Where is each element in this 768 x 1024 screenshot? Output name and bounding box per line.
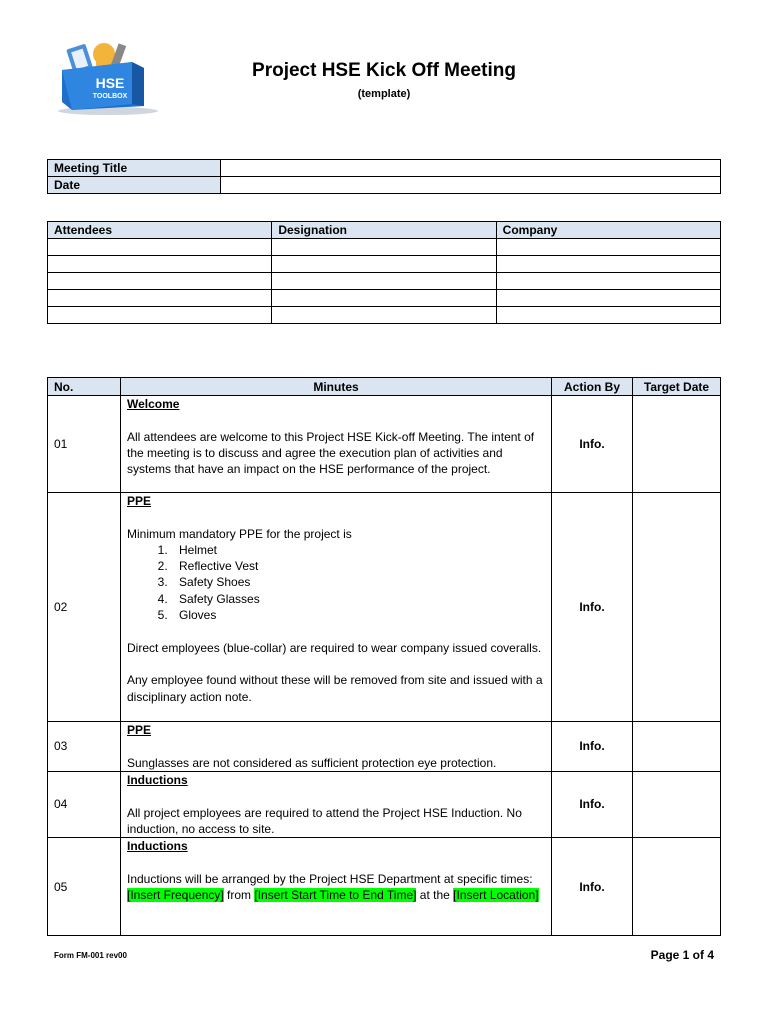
item-heading: PPE <box>127 723 152 737</box>
table-header-row <box>48 222 721 239</box>
item-action-by: Info. <box>552 838 633 936</box>
item-action-by: Info. <box>552 772 633 838</box>
designation-cell[interactable] <box>272 307 496 324</box>
attendees-table <box>47 221 721 324</box>
placeholder-frequency[interactable]: [Insert Frequency] <box>127 888 224 903</box>
page-subtitle: (template) <box>357 88 411 100</box>
company-cell[interactable] <box>496 239 720 256</box>
col-no: No. <box>48 378 121 396</box>
item-number: 03 <box>48 722 121 772</box>
list-item: 3. Safety Shoes <box>171 574 545 590</box>
table-row <box>48 160 721 177</box>
item-number: 04 <box>48 772 121 838</box>
item-target-date[interactable] <box>633 722 721 772</box>
form-code: Form FM-001 rev00 <box>54 951 127 960</box>
item-minutes <box>121 493 552 722</box>
designation-cell[interactable] <box>272 239 496 256</box>
attendee-cell[interactable] <box>48 273 272 290</box>
company-cell[interactable] <box>496 256 720 273</box>
connector-text: at the <box>416 888 454 903</box>
col-target-date: Target Date <box>633 378 721 396</box>
col-minutes: Minutes <box>121 378 552 396</box>
item-action-by: Info. <box>552 493 633 722</box>
item-number: 02 <box>48 493 121 722</box>
table-row <box>48 493 721 722</box>
meeting-info-table <box>47 159 721 194</box>
company-cell[interactable] <box>496 273 720 290</box>
item-minutes <box>121 772 552 838</box>
placeholder-location[interactable]: [Insert Location] <box>453 888 539 903</box>
item-target-date[interactable] <box>633 493 721 722</box>
list-item: 2. Reflective Vest <box>171 558 545 574</box>
item-minutes <box>121 396 552 493</box>
ppe-list <box>127 542 545 623</box>
item-number: 01 <box>48 396 121 493</box>
item-text: Inductions will be arranged by the Project HSE Department at specific times: <box>127 871 533 886</box>
item-action-by: Info. <box>552 722 633 772</box>
item-target-date[interactable] <box>633 396 721 493</box>
placeholder-line <box>127 887 545 903</box>
table-row <box>48 239 721 256</box>
col-designation: Designation <box>272 222 496 239</box>
attendee-cell[interactable] <box>48 239 272 256</box>
list-item: 4. Safety Glasses <box>171 591 545 607</box>
designation-cell[interactable] <box>272 256 496 273</box>
col-action-by: Action By <box>552 378 633 396</box>
company-cell[interactable] <box>496 307 720 324</box>
minutes-table <box>47 377 721 936</box>
item-minutes <box>121 838 552 936</box>
table-row <box>48 307 721 324</box>
list-item: 1. Helmet <box>171 542 545 558</box>
item-heading: Inductions <box>127 773 188 787</box>
date-field[interactable] <box>221 177 721 194</box>
col-company: Company <box>496 222 720 239</box>
designation-cell[interactable] <box>272 273 496 290</box>
page-number: Page 1 of 4 <box>650 948 714 962</box>
table-row <box>48 396 721 493</box>
col-attendees: Attendees <box>48 222 272 239</box>
connector-text: from <box>223 888 255 903</box>
date-label: Date <box>48 177 221 194</box>
page-title: Project HSE Kick Off Meeting <box>252 60 516 81</box>
table-row <box>48 273 721 290</box>
meeting-title-field[interactable] <box>221 160 721 177</box>
item-action-by: Info. <box>552 396 633 493</box>
table-row <box>48 772 721 838</box>
table-row <box>48 256 721 273</box>
list-item: 5. Gloves <box>171 607 545 623</box>
item-number: 05 <box>48 838 121 936</box>
attendee-cell[interactable] <box>48 307 272 324</box>
table-header-row <box>48 378 721 396</box>
meeting-title-label: Meeting Title <box>48 160 221 177</box>
svg-text:TOOLBOX: TOOLBOX <box>92 93 128 100</box>
attendee-cell[interactable] <box>48 256 272 273</box>
table-row <box>48 177 721 194</box>
item-text: All project employees are required to attend the Project HSE Induction. No induction, no access to site. <box>127 805 522 836</box>
attendee-cell[interactable] <box>48 290 272 307</box>
item-intro: Minimum mandatory PPE for the project is <box>127 526 352 541</box>
company-cell[interactable] <box>496 290 720 307</box>
placeholder-time[interactable]: [Insert Start Time to End Time] <box>254 888 417 903</box>
item-heading: Inductions <box>127 839 188 854</box>
item-target-date[interactable] <box>633 838 721 936</box>
designation-cell[interactable] <box>272 290 496 307</box>
item-text: Any employee found without these will be removed from site and issued with a disciplinary action note. <box>127 673 543 704</box>
header <box>0 60 768 100</box>
item-heading: PPE <box>127 494 152 508</box>
item-text: Sunglasses are not considered as sufficient protection eye protection. <box>127 755 497 770</box>
table-row <box>48 722 721 772</box>
item-heading: Welcome <box>127 397 180 411</box>
item-text: All attendees are welcome to this Project HSE Kick-off Meeting. The intent of the meeting is to discuss and agree the execution plan of activities and systems that have an impact on the HSE performance of the project. <box>127 429 535 477</box>
table-row <box>48 838 721 936</box>
table-row <box>48 290 721 307</box>
item-target-date[interactable] <box>633 772 721 838</box>
item-minutes <box>121 722 552 772</box>
logo-text: HSE <box>95 75 125 91</box>
item-text: Direct employees (blue-collar) are required to wear company issued coveralls. <box>127 640 542 655</box>
